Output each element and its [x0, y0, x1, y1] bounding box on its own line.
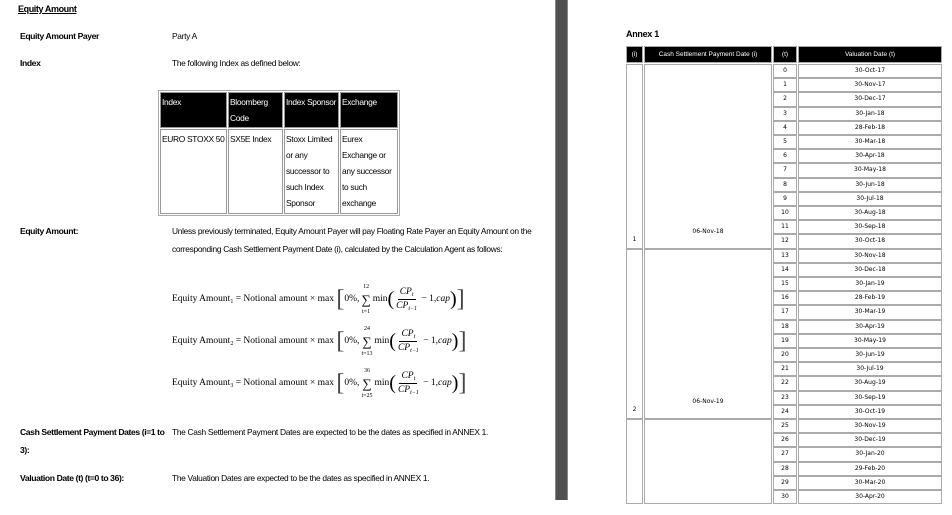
formula-eq: = Notional amount × max: [235, 378, 335, 388]
formula-lhs: Equity Amount$_2$: [172, 336, 234, 347]
valuation-date-cell: 30-Jun-18: [798, 178, 942, 192]
payer-value: Party A: [172, 31, 197, 41]
bracket-open-icon: [: [336, 286, 345, 312]
formula-zero: 0%,: [344, 336, 360, 346]
formula-lhs: Equity Amount$_3$: [172, 378, 234, 389]
t-index-cell: 6: [773, 149, 797, 163]
header-t: (t): [773, 46, 797, 63]
equity-amount-formula: Equity Amount$_2$ = Notional amount × max [ 0%, 24 ∑ t=13 min ( $\frac{CP_t}{CP_{t-1}}$ − 1, cap ) ]: [172, 325, 467, 357]
formula-cap: cap: [438, 336, 452, 346]
t-index-cell: 18: [773, 320, 797, 334]
cash-settlement-date-cell: 06-Nov-19: [644, 249, 772, 419]
formula-min: min: [374, 336, 390, 346]
bracket-close-icon: ]: [456, 286, 465, 312]
bracket-open-icon: [: [336, 370, 345, 396]
annex-title: Annex 1: [626, 29, 659, 39]
equity-amount-formula: Equity Amount$_3$ = Notional amount × max [ 0%, 36 ∑ t=25 min ( $\frac{CP_t}{CP_{t-1}}$ − 1, cap ) ]: [172, 367, 467, 399]
valuation-date-cell: 30-Nov-17: [798, 78, 942, 92]
valuation-date-cell: 30-Apr-18: [798, 149, 942, 163]
valuation-date-cell: 30-May-19: [798, 334, 942, 348]
valuation-date-cell: 30-Sep-18: [798, 220, 942, 234]
formula-eq: = Notional amount × max: [235, 336, 335, 346]
valuation-date-cell: 30-Nov-18: [798, 249, 942, 263]
payer-label: Equity Amount Payer: [20, 31, 99, 41]
t-index-cell: 20: [773, 348, 797, 362]
t-index-cell: 11: [773, 220, 797, 234]
formula-fraction: $\frac{CP_t}{CP_{t-1}}$: [397, 370, 419, 396]
valuation-date-cell: 28-Feb-18: [798, 121, 942, 135]
header-cash-settlement-date: Cash Settlement Payment Date (i): [644, 46, 772, 63]
formula-tail: − 1,: [423, 378, 439, 388]
valuation-date-cell: 30-Jul-18: [798, 192, 942, 206]
formula-eq: = Notional amount × max: [235, 294, 335, 304]
t-index-cell: 5: [773, 135, 797, 149]
valuation-date-cell: 30-May-18: [798, 163, 942, 177]
t-index-cell: 21: [773, 362, 797, 376]
formula-tail: − 1,: [421, 294, 437, 304]
valuation-date-cell: 30-Apr-19: [798, 320, 942, 334]
formula-min: min: [372, 294, 388, 304]
formula-cap: cap: [438, 378, 452, 388]
valuation-date-cell: 30-Oct-19: [798, 405, 942, 419]
sponsor-header: Index Sponsor: [284, 92, 339, 128]
index-cell: EURO STOXX 50: [160, 129, 227, 214]
t-index-cell: 10: [773, 206, 797, 220]
page-divider: [555, 0, 568, 500]
exchange-header: Exchange: [340, 92, 398, 128]
t-index-cell: 22: [773, 376, 797, 390]
valuation-date-cell: 30-Dec-19: [798, 433, 942, 447]
formula-fraction: $\frac{CP_t}{CP_{t-1}}$: [396, 286, 418, 312]
t-index-cell: 9: [773, 192, 797, 206]
annex-table: [626, 45, 942, 515]
index-header: Index: [160, 92, 227, 128]
t-index-cell: 4: [773, 121, 797, 135]
index-label: Index: [20, 58, 41, 68]
valuation-date-cell: 30-Mar-18: [798, 135, 942, 149]
formula-fraction: $\frac{CP_t}{CP_{t-1}}$: [397, 328, 419, 354]
bloomberg-header: Bloomberg Code: [228, 92, 283, 128]
bracket-open-icon: [: [336, 328, 345, 354]
valuation-date-text: The Valuation Dates are expected to be the dates as specified in ANNEX 1.: [172, 473, 430, 483]
sum-icon: 12 ∑ t=1: [361, 283, 371, 315]
valuation-date-cell: 30-Oct-17: [798, 64, 942, 78]
exchange-cell: Eurex Exchange or any successor to such exchange: [340, 129, 398, 214]
formula-zero: 0%,: [344, 378, 360, 388]
valuation-date-cell: 30-Jun-19: [798, 348, 942, 362]
sum-icon: 24 ∑ t=13: [361, 325, 373, 357]
i-index-cell: [626, 419, 643, 504]
bracket-close-icon: ]: [458, 328, 467, 354]
valuation-date-label: Valuation Date (t) (t=0 to 36):: [20, 473, 124, 483]
t-index-cell: 29: [773, 476, 797, 490]
valuation-date-cell: 30-Jul-19: [798, 362, 942, 376]
formula-zero: 0%,: [344, 294, 360, 304]
valuation-date-cell: 30-Mar-20: [798, 476, 942, 490]
i-index-cell: 1: [626, 64, 643, 249]
bloomberg-cell: SX5E Index: [228, 129, 283, 214]
formula-tail: − 1,: [423, 336, 439, 346]
header-i: (i): [626, 46, 643, 63]
valuation-date-cell: 30-Nov-19: [798, 419, 942, 433]
t-index-cell: 19: [773, 334, 797, 348]
index-table: [158, 90, 400, 216]
equity-amount-formula: Equity Amount$_1$ = Notional amount × max [ 0%, 12 ∑ t=1 min ( $\frac{CP_t}{CP_{t-1}}$ − 1, cap ) ]: [172, 283, 465, 315]
equity-amount-text: Unless previously terminated, Equity Amount Payer will pay Floating Rate Payer an Equity Amount on the corresponding Cash Settlement Payment Date (i), calculated by the Calculation Agent as follows:: [172, 226, 532, 254]
t-index-cell: 1: [773, 78, 797, 92]
bracket-close-icon: ]: [458, 370, 467, 396]
t-index-cell: 17: [773, 305, 797, 319]
t-index-cell: 30: [773, 490, 797, 504]
t-index-cell: 15: [773, 277, 797, 291]
valuation-date-cell: 30-Oct-18: [798, 234, 942, 248]
valuation-date-cell: 30-Sep-19: [798, 391, 942, 405]
valuation-date-cell: 30-Mar-19: [798, 305, 942, 319]
i-index-cell: 2: [626, 249, 643, 419]
valuation-date-cell: 30-Aug-19: [798, 376, 942, 390]
valuation-date-cell: 28-Feb-19: [798, 291, 942, 305]
valuation-date-cell: 30-Jan-18: [798, 107, 942, 121]
t-index-cell: 28: [773, 462, 797, 476]
t-index-cell: 24: [773, 405, 797, 419]
sum-icon: 36 ∑ t=25: [361, 367, 373, 399]
section-title: Equity Amount: [18, 4, 77, 14]
sponsor-cell: Stoxx Limited or any successor to such Index Sponsor: [284, 129, 339, 214]
t-index-cell: 13: [773, 249, 797, 263]
formula-cap: cap: [436, 294, 450, 304]
t-index-cell: 26: [773, 433, 797, 447]
t-index-cell: 23: [773, 391, 797, 405]
cash-settlement-date-cell: [644, 419, 772, 504]
csp-text: The Cash Settlement Payment Dates are expected to be the dates as specified in ANNEX 1.: [172, 427, 489, 437]
formula-lhs: Equity Amount$_1$: [172, 294, 234, 305]
equity-amount-label: Equity Amount:: [20, 226, 79, 236]
valuation-date-cell: 30-Dec-18: [798, 263, 942, 277]
valuation-date-cell: 29-Feb-20: [798, 462, 942, 476]
header-valuation-date: Valuation Date (t): [798, 46, 942, 63]
index-value: The following Index as defined below:: [172, 58, 301, 68]
valuation-date-cell: 30-Jan-20: [798, 447, 942, 461]
t-index-cell: 3: [773, 107, 797, 121]
t-index-cell: 12: [773, 234, 797, 248]
valuation-date-cell: 30-Apr-20: [798, 490, 942, 504]
valuation-date-cell: 30-Jan-19: [798, 277, 942, 291]
formula-min: min: [374, 378, 390, 388]
t-index-cell: 16: [773, 291, 797, 305]
t-index-cell: 8: [773, 178, 797, 192]
t-index-cell: 7: [773, 163, 797, 177]
t-index-cell: 14: [773, 263, 797, 277]
t-index-cell: 25: [773, 419, 797, 433]
cash-settlement-date-cell: 06-Nov-18: [644, 64, 772, 249]
t-index-cell: 0: [773, 64, 797, 78]
t-index-cell: 2: [773, 92, 797, 106]
valuation-date-cell: 30-Dec-17: [798, 92, 942, 106]
csp-label: Cash Settlement Payment Dates (i=1 to 3):: [20, 427, 165, 455]
t-index-cell: 27: [773, 447, 797, 461]
valuation-date-cell: 30-Aug-18: [798, 206, 942, 220]
